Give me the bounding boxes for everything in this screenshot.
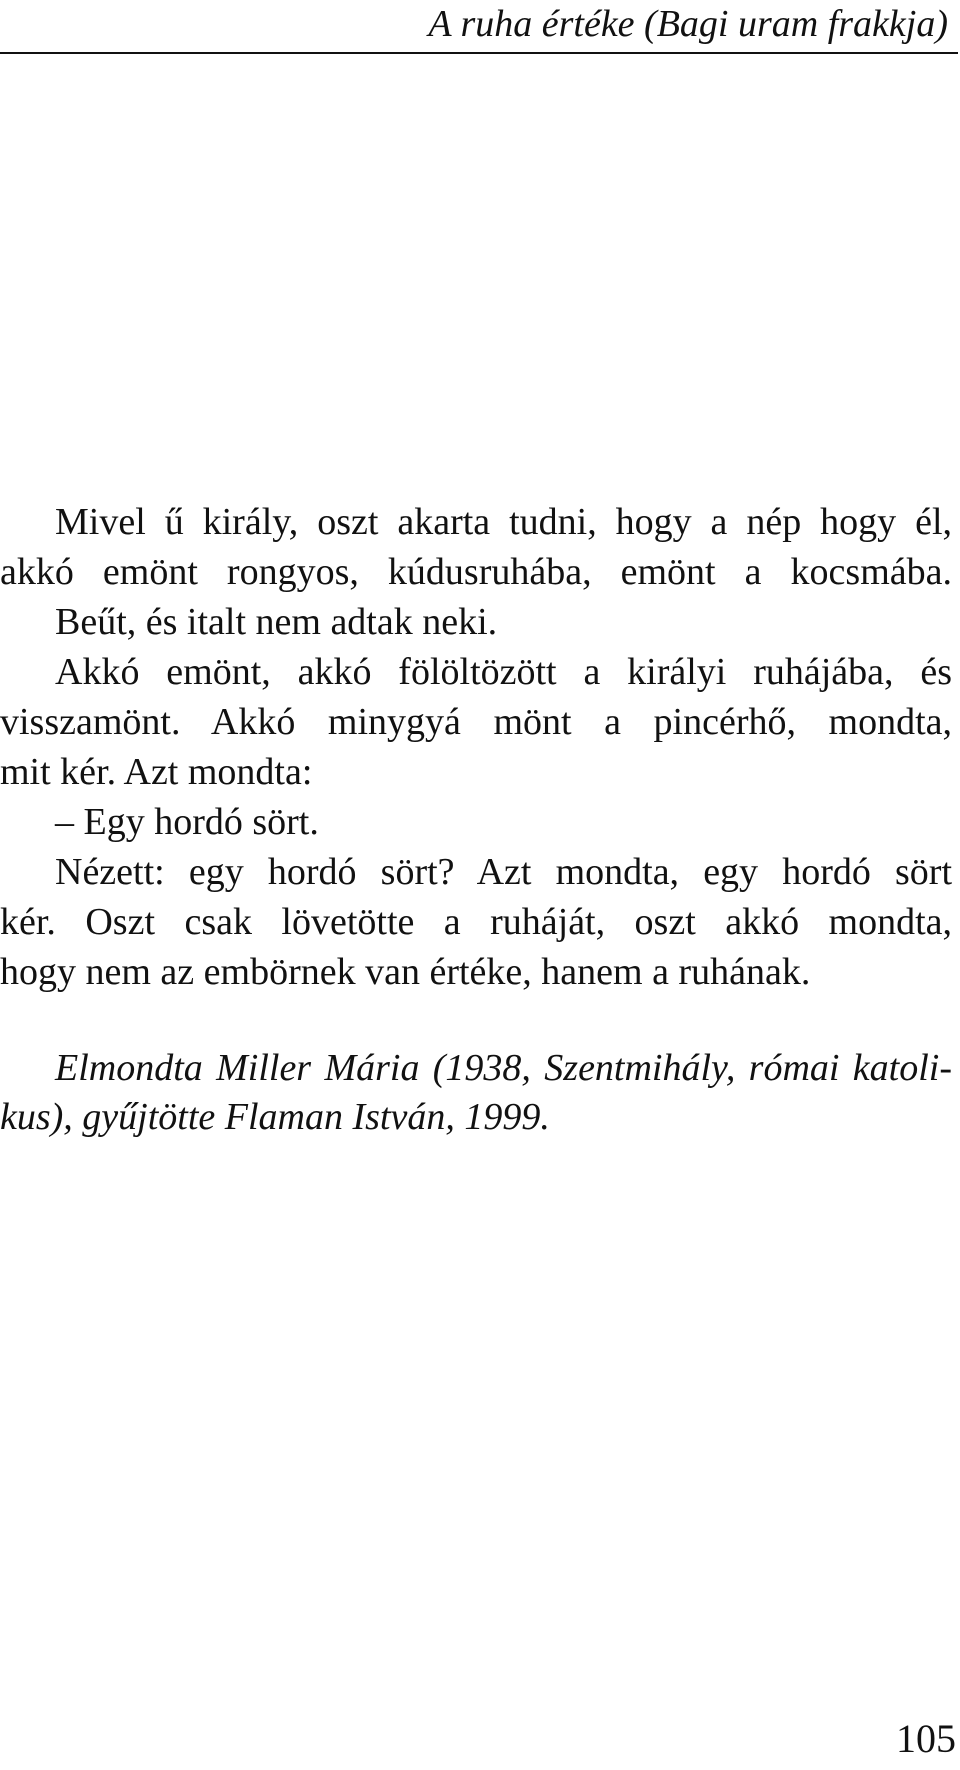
story-text xyxy=(0,497,952,997)
attribution-note xyxy=(0,1044,952,1142)
story-line: Akkó emönt, akkó fölöltözött a királyi ruhájába, és xyxy=(55,651,952,693)
story-line: mit kér. Azt mondta: xyxy=(0,751,313,793)
story-line: akkó emönt rongyos, kúdusruhába, emönt a kocsmába. xyxy=(0,551,952,593)
story-line: hogy nem az embörnek van értéke, hanem a ruhának. xyxy=(0,951,811,993)
running-header: A ruha értéke (Bagi uram frakkja) xyxy=(428,3,948,45)
story-line: visszamönt. Akkó minygyá mönt a pincérhő, mondta, xyxy=(0,701,952,743)
story-line: kér. Oszt csak lövetötte a ruháját, oszt akkó mondta, xyxy=(0,901,952,943)
story-line: Beűt, és italt nem adtak neki. xyxy=(55,601,498,643)
attribution-line: kus), gyűjtötte Flaman István, 1999. xyxy=(0,1096,550,1138)
story-line: Mivel ű király, oszt akarta tudni, hogy a nép hogy él, xyxy=(55,501,952,543)
attribution-line: Elmondta Miller Mária (1938, Szentmihály, római katoli- xyxy=(55,1047,952,1089)
story-line: Nézett: egy hordó sört? Azt mondta, egy hordó sört xyxy=(55,851,952,893)
story-line: – Egy hordó sört. xyxy=(55,801,319,843)
page-number: 105 xyxy=(896,1716,956,1761)
header-rule xyxy=(0,52,958,54)
